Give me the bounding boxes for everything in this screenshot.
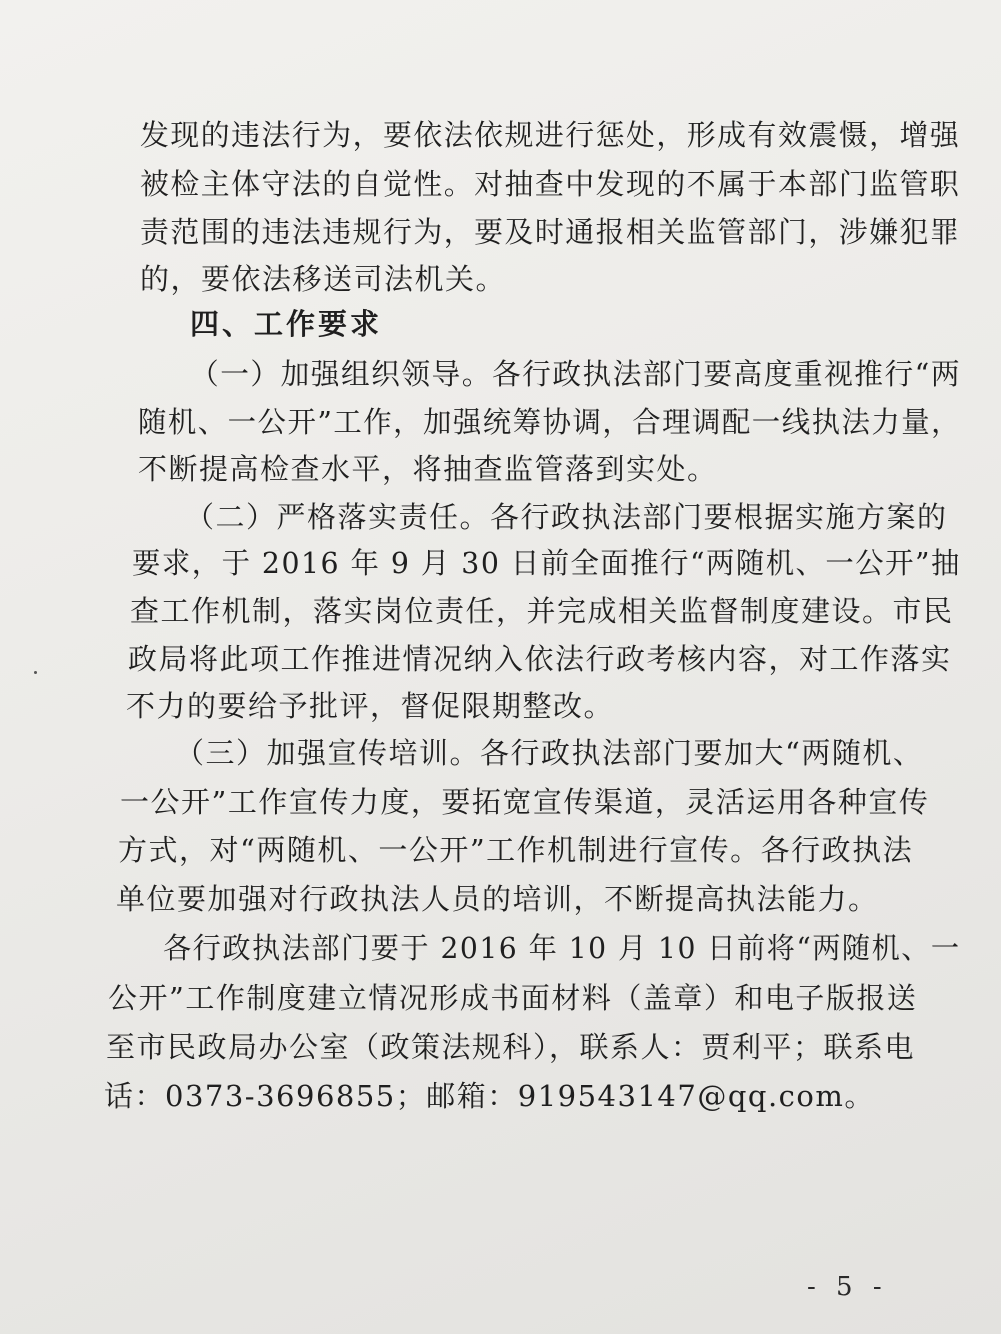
text-line: 随机、一公开”工作，加强统筹协调，合理调配一线执法力量， — [138, 405, 962, 439]
text-line: 话：0373-3696855；邮箱：919543147@qq.com。 — [104, 1079, 875, 1113]
text-line: 被检主体守法的自觉性。对抽查中发现的不属于本部门监管职 — [140, 167, 961, 201]
text-line: （一）加强组织领导。各行政执法部门要高度重视推行“两 — [190, 357, 962, 391]
text-line: 方式，对“两随机、一公开”工作机制进行宣传。各行政执法 — [118, 833, 914, 867]
page-number: - 5 - — [807, 1272, 888, 1302]
text-line: 查工作机制，落实岗位责任，并完成相关监督制度建设。市民 — [130, 594, 954, 628]
text-line: 公开”工作制度建立情况形成书面材料（盖章）和电子版报送 — [108, 981, 918, 1015]
paper-speck — [34, 671, 37, 674]
text-line: 至市民政局办公室（政策法规科），联系人：贾利平；联系电 — [106, 1030, 916, 1064]
text-line: 不力的要给予批评，督促限期整改。 — [126, 689, 615, 723]
text-line: 责范围的违法违规行为，要及时通报相关监管部门，涉嫌犯罪 — [140, 215, 961, 249]
text-line: （二）严格落实责任。各行政执法部门要根据实施方案的 — [185, 500, 948, 534]
section-heading: 四、工作要求 — [190, 307, 383, 341]
text-line: （三）加强宣传培训。各行政执法部门要加大“两随机、 — [175, 736, 924, 770]
text-line: 发现的违法行为，要依法依规进行惩处，形成有效震慑，增强 — [140, 118, 961, 152]
text-line: 要求，于 2016 年 9 月 30 日前全面推行“两随机、一公开”抽 — [132, 546, 961, 580]
text-line: 一公开”工作宣传力度，要拓宽宣传渠道，灵活运用各种宣传 — [120, 785, 930, 819]
text-line: 各行政执法部门要于 2016 年 10 月 10 日前将“两随机、一 — [163, 931, 961, 965]
text-line: 不断提高检查水平，将抽查监管落到实处。 — [138, 452, 718, 486]
text-line: 的，要依法移送司法机关。 — [140, 262, 507, 296]
text-line: 政局将此项工作推进情况纳入依法行政考核内容，对工作落实 — [128, 642, 952, 676]
text-line: 单位要加强对行政执法人员的培训，不断提高执法能力。 — [116, 882, 879, 916]
